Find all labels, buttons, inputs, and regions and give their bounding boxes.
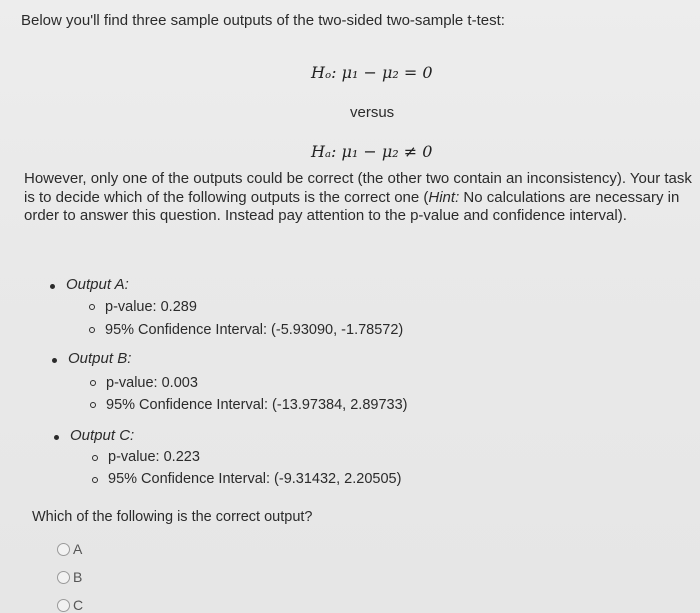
bullet-icon [52, 358, 57, 363]
output-b-label: Output B: [68, 350, 132, 367]
hint-label: Hint: [428, 188, 460, 206]
circle-bullet-icon [90, 402, 96, 408]
output-a-ci: 95% Confidence Interval: (-5.93090, -1.78572) [105, 322, 404, 338]
option-a-label[interactable]: A [73, 541, 83, 557]
circle-bullet-icon [89, 327, 95, 333]
instructions-part2: No calculations are necessary in order to answer this question. Instead pay attention to the p-value and confidence interval). [24, 188, 680, 224]
instructions-paragraph [24, 170, 694, 226]
output-c-pvalue: p-value: 0.223 [108, 449, 200, 465]
option-b-label[interactable]: B [73, 569, 83, 585]
output-a-pvalue: p-value: 0.289 [105, 299, 197, 315]
radio-option-b[interactable] [57, 571, 70, 584]
radio-option-c[interactable] [57, 599, 70, 612]
radio-option-a[interactable] [57, 543, 70, 556]
intro-text: Below you'll find three sample outputs of the two-sided two-sample t-test: [21, 12, 505, 29]
output-c-ci: 95% Confidence Interval: (-9.31432, 2.20505) [108, 471, 402, 487]
circle-bullet-icon [89, 304, 95, 310]
question-text: Which of the following is the correct output? [32, 509, 313, 525]
output-b-pvalue: p-value: 0.003 [106, 375, 198, 391]
circle-bullet-icon [92, 477, 98, 483]
circle-bullet-icon [92, 455, 98, 461]
null-hypothesis: Hₒ: μ₁ − μ₂ = 0 [311, 63, 433, 82]
circle-bullet-icon [90, 380, 96, 386]
output-a-label: Output A: [66, 276, 129, 293]
versus-text: versus [350, 104, 395, 121]
alternative-hypothesis: Hₐ: μ₁ − μ₂ ≠ 0 [311, 142, 433, 161]
instructions-part1: However, only one of the outputs could be correct (the other two contain an inconsistency). Your task is to decide which of the following outputs is the correct one ( [24, 170, 692, 206]
bullet-icon [54, 435, 59, 440]
bullet-icon [50, 284, 55, 289]
output-b-ci: 95% Confidence Interval: (-13.97384, 2.89733) [106, 397, 408, 413]
output-c-label: Output C: [70, 427, 135, 444]
option-c-label[interactable]: C [73, 597, 84, 613]
